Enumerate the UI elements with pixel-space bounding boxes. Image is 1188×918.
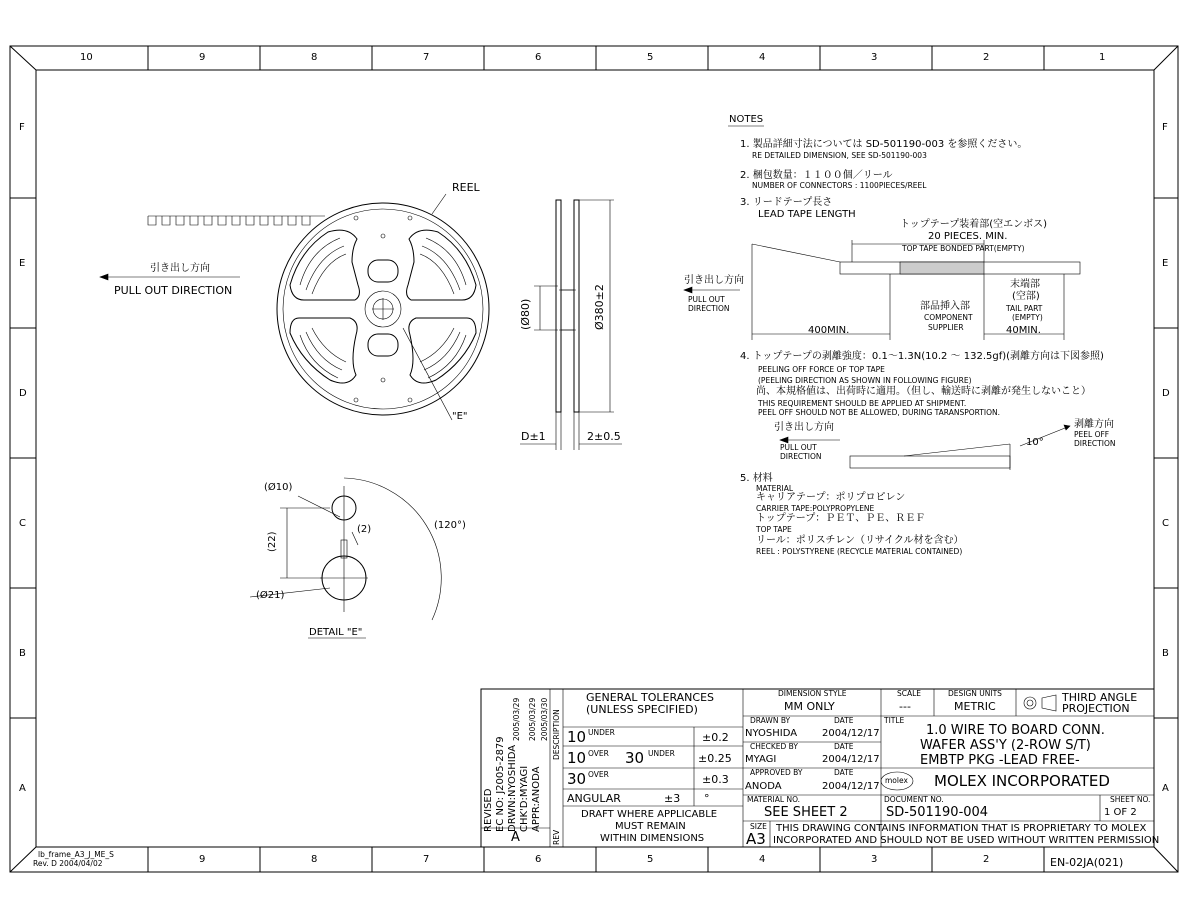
tol-b: 30	[625, 749, 645, 767]
date-label: DATE	[834, 742, 854, 751]
note-3-tail-en1: TAIL PART	[1006, 304, 1043, 313]
note-3-top-jp: トップテープ装着部(空エンボス)	[900, 219, 1048, 230]
note-4-pull-jp: 引き出し方向	[774, 422, 834, 433]
detail-callout: "E"	[452, 411, 468, 422]
projection-line-1: THIRD ANGLE	[1062, 691, 1138, 704]
row-letter: C	[1162, 518, 1169, 529]
note-3-40min: 40MIN.	[1006, 325, 1041, 336]
col-number: 6	[535, 854, 542, 865]
document-number: SD-501190-004	[886, 805, 989, 820]
size-value: A3	[746, 830, 766, 848]
note-4-peel-en2: DIRECTION	[1074, 439, 1116, 448]
tol-sub2: UNDER	[648, 749, 675, 758]
col-number: 8	[311, 854, 318, 865]
note-2-en: NUMBER OF CONNECTORS : 1100PIECES/REEL	[752, 181, 927, 190]
note-3-pull-en2: DIRECTION	[688, 304, 730, 313]
note-4-pull-en2: DIRECTION	[780, 452, 822, 461]
tol-a: 30	[567, 770, 587, 788]
note-4-jp2: 尚、本規格値は、出荷時に適用。（但し、輸送時に剥離が発生しないこと）	[756, 386, 1091, 397]
checked-by: MYAGI	[745, 754, 777, 765]
dim-style: MM ONLY	[784, 700, 835, 713]
note-4-en2: (PEELING DIRECTION AS SHOWN IN FOLLOWING FIGURE)	[758, 376, 972, 385]
tol-sub: UNDER	[588, 728, 615, 737]
size-label: SIZE	[750, 822, 767, 831]
rev-approved: APPR:ANODA	[531, 766, 542, 832]
rev-date: 2005/03/29	[512, 697, 521, 741]
detail-e	[250, 478, 441, 638]
note-4-en1: PEELING OFF FORCE OF TOP TAPE	[758, 365, 885, 374]
note-3-pull-en1: PULL OUT	[688, 295, 725, 304]
detail-2: (2)	[357, 524, 372, 535]
col-number: 2	[983, 854, 990, 865]
tol-val: ±0.2	[702, 731, 729, 744]
date-label: DATE	[834, 768, 854, 777]
note-3-comp-jp: 部品挿入部	[920, 301, 970, 312]
note-3-top-en: TOP TAPE BONDED PART(EMPTY)	[902, 244, 1025, 253]
note-5-jp: 5. 材料	[740, 473, 773, 484]
col-number: 8	[311, 52, 318, 63]
col-number: 4	[759, 52, 766, 63]
col-number: 7	[423, 52, 430, 63]
approved-date: 2004/12/17	[822, 781, 880, 792]
tol-val: ±0.3	[702, 773, 729, 786]
draft-line-1: DRAFT WHERE APPLICABLE	[581, 809, 718, 820]
note-4-en4: PEEL OFF SHOULD NOT BE ALLOWED, DURING TARANSPORTION.	[758, 408, 1000, 417]
scale-value: ---	[899, 700, 911, 713]
note-4-peel-en1: PEEL OFF	[1074, 430, 1110, 439]
note-5-top-en: TOP TAPE	[756, 525, 792, 534]
col-number: 5	[647, 854, 654, 865]
checked-date: 2004/12/17	[822, 754, 880, 765]
sheet-label: SHEET NO.	[1110, 795, 1151, 804]
note-2-jp: 2. 梱包数量：１１００個／リール	[740, 170, 893, 181]
row-letter: B	[19, 648, 26, 659]
note-4-pull-en1: PULL OUT	[780, 443, 817, 452]
proprietary-line-1: THIS DRAWING CONTAINS INFORMATION THAT IS PROPRIETARY TO MOLEX	[776, 823, 1147, 834]
note-5-reel-jp: リール：ポリスチレン（リサイクル材を含む）	[756, 535, 964, 546]
draft-line-2: MUST REMAIN	[615, 821, 686, 832]
col-number: 3	[871, 52, 878, 63]
date-label: DATE	[834, 716, 854, 725]
material-value: SEE SHEET 2	[764, 805, 848, 820]
col-number: 3	[871, 854, 878, 865]
frame-id: lb_frame_A3_J_ME_S	[38, 850, 114, 859]
title-label: TITLE	[884, 716, 905, 725]
sheet-number: 1 OF 2	[1104, 807, 1137, 818]
rev-ec-no: EC NO: J2005-2879	[495, 736, 506, 832]
col-number: 6	[535, 52, 542, 63]
note-3-comp-en2: SUPPLIER	[928, 323, 964, 332]
d-tolerance: D±1	[521, 430, 546, 443]
note-1-en: RE DETAILED DIMENSION, SEE SD-501190-003	[752, 151, 927, 160]
pull-out-jp: 引き出し方向	[150, 263, 210, 274]
dim-style-label: DIMENSION STYLE	[778, 689, 847, 698]
title-line-1: 1.0 WIRE TO BOARD CONN.	[926, 723, 1105, 738]
proprietary-line-2: INCORPORATED AND SHOULD NOT BE USED WITHOUT WRITTEN PERMISSION	[773, 835, 1160, 846]
w-tolerance: 2±0.5	[587, 430, 621, 443]
document-label: DOCUMENT NO.	[884, 795, 944, 804]
note-3-tail-jp1: 末端部	[1010, 279, 1040, 290]
row-letter: F	[19, 122, 25, 133]
units-value: METRIC	[954, 700, 996, 713]
detail-22: (22)	[267, 531, 278, 552]
note-5-en: MATERIAL	[756, 484, 794, 493]
row-letter: A	[19, 783, 26, 794]
reel-front-view	[277, 194, 489, 420]
detail-d21: (Ø21)	[256, 590, 285, 601]
pull-out-en: PULL OUT DIRECTION	[114, 284, 233, 297]
note-3-tail-en2: (EMPTY)	[1012, 313, 1043, 322]
tol-val: ±0.25	[698, 752, 732, 765]
row-letter: A	[1162, 783, 1169, 794]
note-3-comp-en1: COMPONENT	[924, 313, 973, 322]
angular-unit: °	[704, 792, 710, 805]
col-number: 2	[983, 52, 990, 63]
detail-d10: (Ø10)	[264, 482, 293, 493]
row-letter: F	[1162, 122, 1168, 133]
note-3-top-min: 20 PIECES. MIN.	[928, 231, 1008, 242]
description-label: DESCRIPTION	[552, 709, 561, 760]
col-number: 10	[80, 52, 93, 63]
note-4-en3: THIS REQUIREMENT SHOULD BE APPLIED AT SHIPMENT.	[758, 399, 967, 408]
drawn-by: NYOSHIDA	[745, 728, 798, 739]
drawn-date: 2004/12/17	[822, 728, 880, 739]
row-letter: C	[19, 518, 26, 529]
angular-label: ANGULAR	[567, 792, 621, 805]
units-label: DESIGN UNITS	[948, 689, 1002, 698]
note-3-tail-jp2: (空部)	[1012, 291, 1040, 302]
row-letter: D	[19, 388, 27, 399]
rev-checked: CHK'D:MYAGI	[519, 765, 530, 832]
material-label: MATERIAL NO.	[747, 795, 801, 804]
title-line-2: WAFER ASS'Y (2-ROW S/T)	[920, 738, 1091, 753]
angular-value: ±3	[664, 792, 681, 805]
note-5-carrier-jp: キャリアテープ：ポリプロピレン	[756, 492, 906, 503]
note-3-400min: 400MIN.	[808, 325, 850, 336]
projection-line-2: PROJECTION	[1062, 702, 1130, 715]
reel-side-view	[520, 200, 622, 450]
approved-by-label: APPROVED BY	[750, 768, 803, 777]
row-letter: D	[1162, 388, 1170, 399]
rev-date: 2005/03/29	[528, 697, 537, 741]
detail-title: DETAIL "E"	[309, 627, 363, 638]
note-5-carrier-en: CARRIER TAPE:POLYPROPYLENE	[756, 504, 875, 513]
col-number: 5	[647, 52, 654, 63]
col-number: 4	[759, 854, 766, 865]
draft-line-3: WITHIN DIMENSIONS	[600, 833, 705, 844]
tol-sub: OVER	[588, 770, 609, 779]
note-5-reel-en: REEL : POLYSTYRENE (RECYCLE MATERIAL CONTAINED)	[756, 547, 963, 556]
gen-tol-subtitle: (UNLESS SPECIFIED)	[586, 703, 698, 716]
hub-diameter: (Ø80)	[519, 298, 532, 330]
row-letter: E	[19, 258, 26, 269]
scale-label: SCALE	[897, 689, 922, 698]
rev-revised: REVISED	[483, 788, 494, 832]
col-number: 9	[199, 52, 206, 63]
rev-date: 2005/03/30	[540, 697, 549, 741]
note-3-pull-jp: 引き出し方向	[684, 275, 744, 286]
col-number: 1	[1099, 52, 1106, 63]
col-number: 9	[199, 854, 206, 865]
note-4-jp: 4. トップテープの剥離強度：0.1～1.3N(10.2 ～ 132.5gf)(剥離方向は下図参照)	[740, 351, 1104, 362]
tol-a: 10	[567, 749, 587, 767]
note-5-top-jp: トップテープ：ＰＥＴ、ＰＥ、ＲＥＦ	[756, 513, 926, 524]
note-4-angle: 10°	[1026, 437, 1044, 448]
company-logo: molex	[885, 776, 908, 785]
form-number: EN-02JA(021)	[1050, 856, 1124, 869]
detail-angle: (120°)	[434, 520, 466, 531]
checked-by-label: CHECKED BY	[750, 742, 798, 751]
gen-tol-title: GENERAL TOLERANCES	[586, 691, 715, 704]
frame-rev: Rev. D 2004/04/02	[33, 859, 103, 868]
reel-diameter: Ø380±2	[593, 284, 606, 330]
title-line-3: EMBTP PKG -LEAD FREE-	[920, 753, 1080, 768]
tol-sub: OVER	[588, 749, 609, 758]
note-1-jp: 1. 製品詳細寸法については SD-501190-003 を参照ください。	[740, 139, 1028, 150]
row-letter: B	[1162, 648, 1169, 659]
rev-label: REV	[552, 829, 561, 845]
reel-label: REEL	[452, 181, 480, 194]
note-4-peel-jp: 剥離方向	[1074, 419, 1114, 430]
drawn-by-label: DRAWN BY	[750, 716, 791, 725]
note-3-en: LEAD TAPE LENGTH	[758, 209, 856, 220]
row-letter: E	[1162, 258, 1169, 269]
col-number: 7	[423, 854, 430, 865]
rev-drawn: DRWN:NYOSHIDA	[507, 744, 518, 832]
note-3-jp: 3. リードテープ長さ	[740, 197, 833, 208]
notes-title: NOTES	[729, 114, 764, 125]
tol-a: 10	[567, 728, 587, 746]
approved-by: ANODA	[745, 781, 782, 792]
rev-value: A	[511, 830, 520, 845]
company-name: MOLEX INCORPORATED	[934, 772, 1110, 790]
